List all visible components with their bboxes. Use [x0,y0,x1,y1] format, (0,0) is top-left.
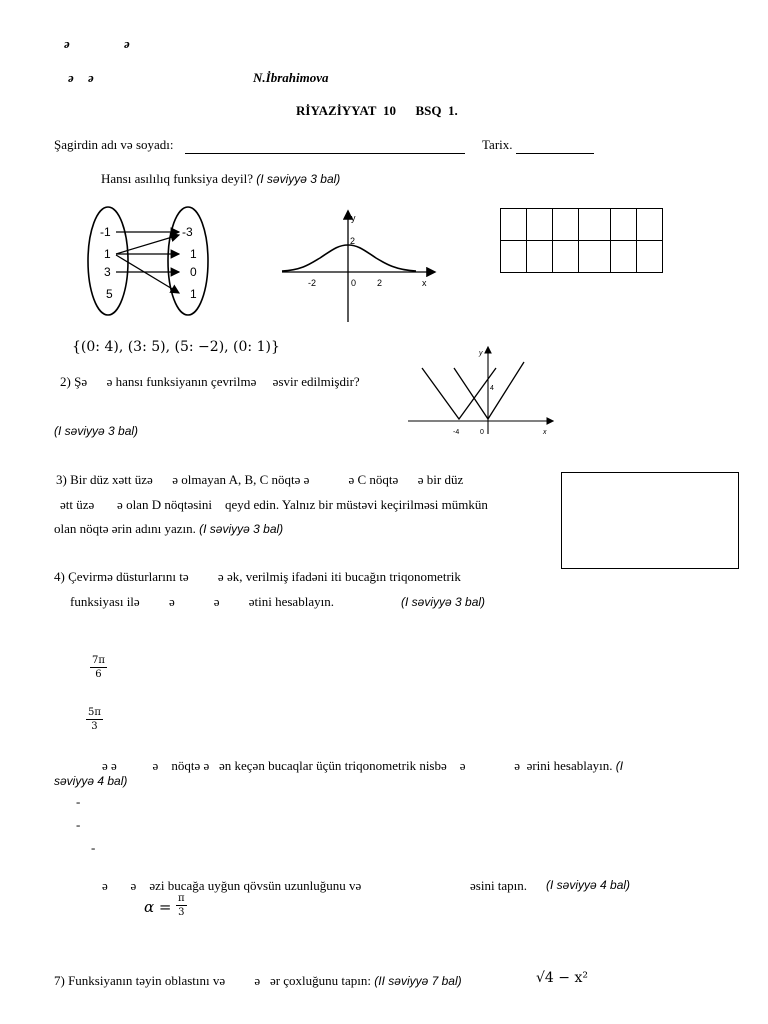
header-fragment: ə [68,70,74,85]
x-axis-label: x [543,429,547,436]
q5-text: ərini hesablayın. [526,758,613,773]
header-fragment: ə [88,70,94,85]
q2-text: əsvir edilmişdir? [272,374,360,389]
fraction-numerator: π [178,893,185,904]
fraction-denominator: 3 [91,721,98,732]
header-fragment: ə [64,36,70,51]
fraction-denominator: 6 [95,669,102,680]
q5-text: ə [459,758,466,773]
fraction-denominator: 3 [178,907,185,918]
q6-text: ə [102,878,108,893]
q7-text: ə [254,973,261,988]
student-name-field[interactable] [185,137,465,154]
q2-text: Şə [74,374,88,389]
student-info-row [54,137,594,154]
fraction-numerator: 7π [92,655,105,666]
q6-line1 [102,878,361,894]
q1-question [101,171,340,187]
q7-text: 7) Funksiyanın təyin oblastını və [54,973,226,988]
q3-text: ətt üzə [60,497,95,512]
q3-level: (I səviyyə 3 bal) [199,522,284,536]
q3-text: ə olmayan A, B, C nöqtə ə [172,472,310,487]
domain-value: -1 [100,225,111,239]
q4-text: ə [168,594,175,609]
q5-level: (I [615,759,624,773]
q4-level: (I səviyyə 3 bal) [401,595,486,609]
date-label: Tarix. [482,137,513,152]
title-grade: 10 [382,103,396,118]
q4-text: ə [213,594,220,609]
bell-curve [282,245,416,271]
range-value: 0 [190,265,197,279]
title-subject: RİYAZİYYAT [296,103,377,118]
page-title [296,103,458,119]
q3-text: ə bir düz [417,472,464,487]
header-fragment: ə [124,36,130,51]
title-test: BSQ [415,103,442,118]
q4-text: ə ək, verilmiş ifadəni iti bucağın triqonometrik [217,569,461,584]
q7-text: ər çoxluğunu tapın: [269,973,372,988]
q5-text: ə [514,758,521,773]
q1-level: (I səviyyə 3 bal) [256,172,341,186]
q4-line2 [70,594,334,610]
q2-level: (I səviyyə 3 bal) [54,424,139,438]
teacher-name: N.İbrahimova [253,70,329,85]
q6-level: (I səviyyə 4 bal) [546,878,631,892]
y-axis-label: y [351,213,356,223]
q4-text: ətini hesablayın. [248,594,334,609]
absolute-value-graph [408,346,558,438]
answer-dash: - [76,794,81,809]
y-axis-label: y [479,350,483,357]
tick-label: 0 [351,278,357,288]
q3-text: olan nöqtə ərin adını yazın. [54,521,196,536]
tick-label: 2 [377,278,383,288]
tick-label: -2 [308,278,317,288]
answer-dash: - [91,840,96,855]
relation-set: {(0: 4), (3: 5), (5: −2), (0: 1)} [72,339,280,355]
q3-text: qeyd edin. Yalnız bir müstəvi keçirilməsi mümkün [225,497,488,512]
q5-text: ən keçən bucaqlar üçün triqonometrik nisbə [218,758,447,773]
q3-line3 [54,521,283,537]
fraction-7pi-6 [90,654,107,681]
range-value: 1 [190,287,197,301]
mapping-diagram [80,205,220,320]
range-oval [168,207,208,315]
q1-text: Hansı asılılıq funksiya deyil? [101,171,254,186]
date-field[interactable] [516,137,594,154]
fraction-numerator: 5π [88,707,101,718]
q2-number: 2) [60,374,71,389]
q7-level: (II səviyyə 7 bal) [374,974,462,988]
bell-curve-graph [280,208,440,326]
tick-label: 0 [480,429,484,436]
q4-text: funksiyası ilə [70,594,140,609]
q5-text: nöqtə ə [171,758,210,773]
tick-label: 4 [490,385,494,392]
sqrt-expression: √4 − x² [536,970,588,986]
fraction-pi-3 [176,892,187,919]
x-axis-label: x [422,278,427,288]
q6-text: əsini tapın. [470,878,528,893]
empty-table [500,208,664,274]
domain-value: 5 [106,287,113,301]
q3-text: ə olan D nöqtəsini [117,497,213,512]
q5-line1 [102,758,623,774]
alpha-symbol: α = [144,898,172,916]
q3-text: 3) Bir düz xətt üzə [56,472,153,487]
q2-question [60,374,360,390]
tick-label: -4 [453,429,460,436]
range-value: -3 [182,225,193,239]
q2-text: ə hansı funksiyanın çevrilmə [106,374,257,389]
q5-text: ə [152,758,159,773]
answer-dash: - [76,817,81,832]
q3-answer-box[interactable] [561,472,739,569]
title-num: 1. [447,103,458,118]
peak-label: 2 [350,236,356,246]
q3-line1 [56,472,463,488]
student-name-label: Şagirdin adı və soyadı: [54,137,174,152]
q4-line1 [54,569,461,585]
q3-line2 [60,497,488,513]
q4-text: 4) Çevirmə düsturlarını tə [54,569,189,584]
fraction-5pi-3 [86,706,103,733]
q7-line [54,973,462,989]
domain-value: 1 [104,247,111,261]
q5-level: səviyyə 4 bal) [54,774,128,788]
q3-text: ə C nöqtə [348,472,399,487]
domain-value: 3 [104,265,111,279]
range-value: 1 [190,247,197,261]
q6-text: əzi bucağa uyğun qövsün uzunluğunu və [149,878,362,893]
q6-text: ə [130,878,137,893]
q5-text: ə ə [102,758,117,773]
